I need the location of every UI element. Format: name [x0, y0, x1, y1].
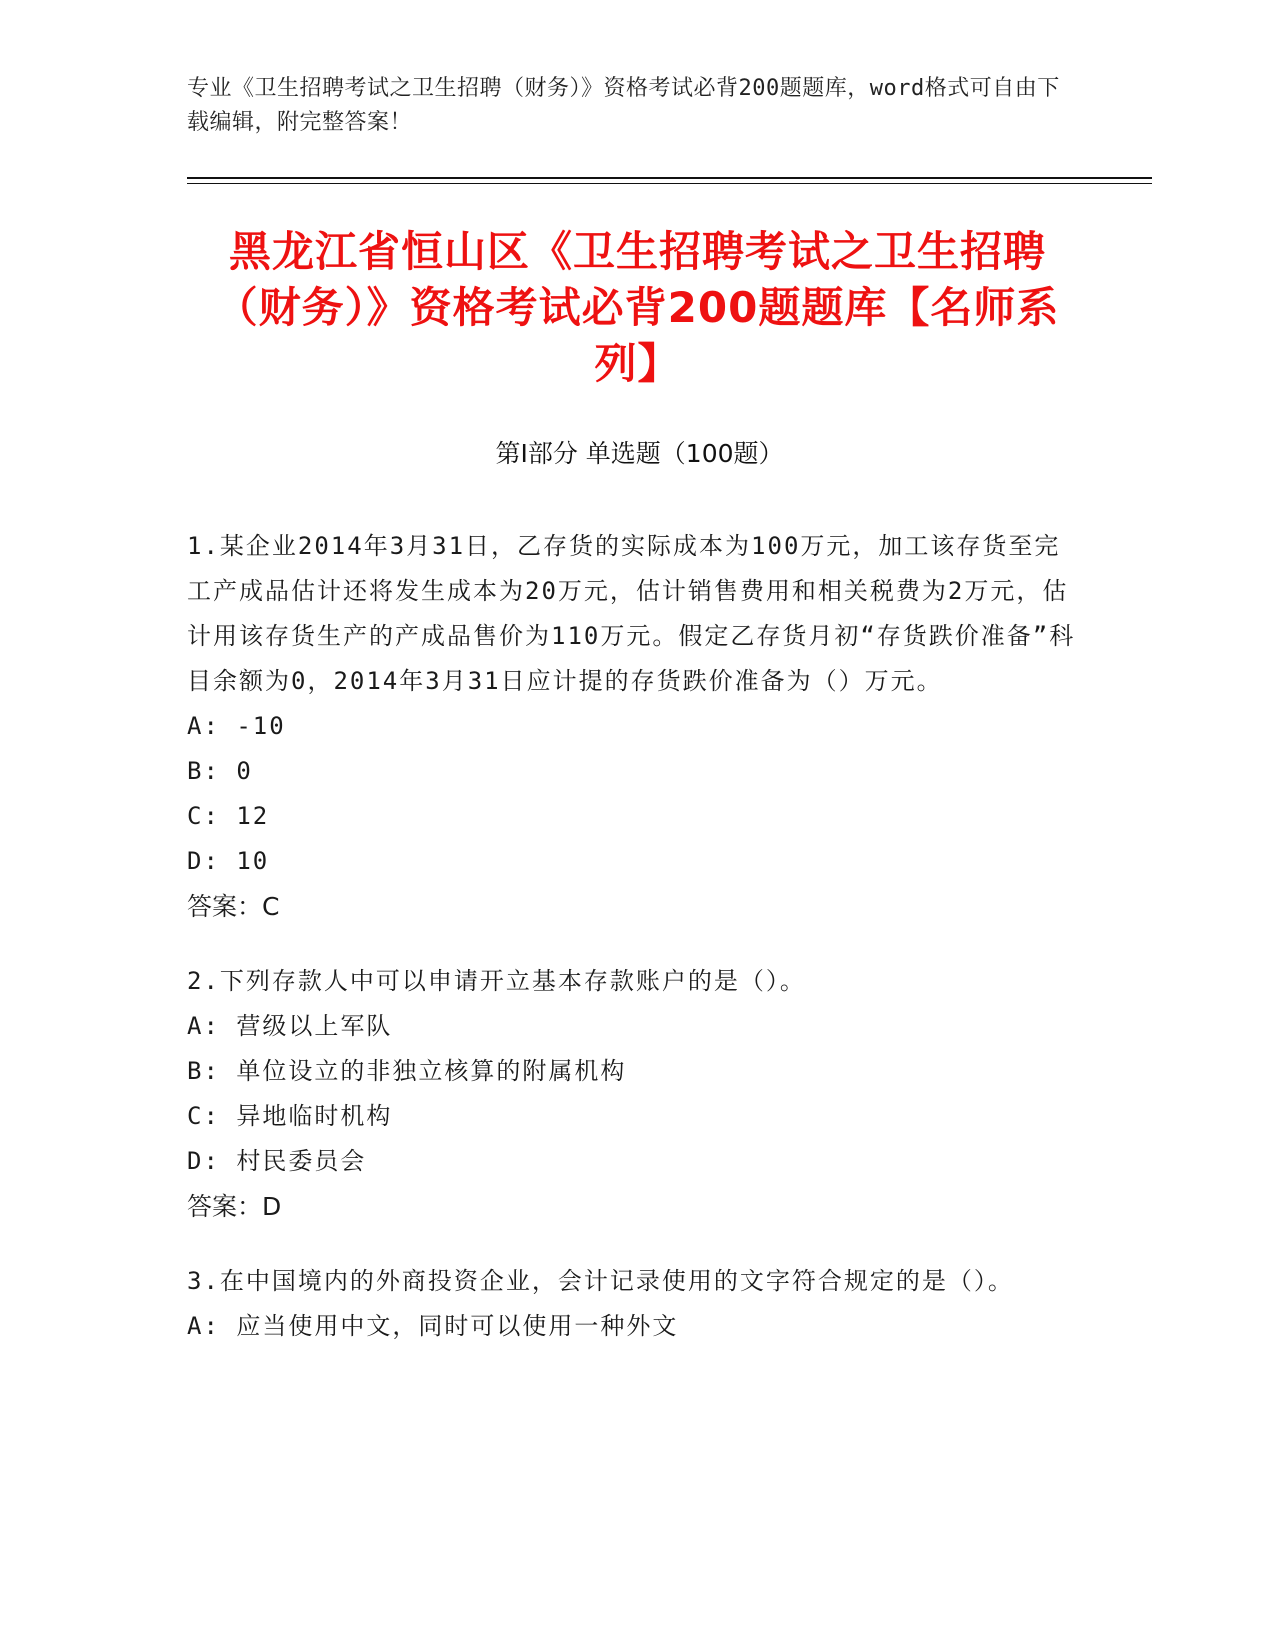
- answer: 答案：D: [187, 1192, 282, 1221]
- question-stem: 2.下列存款人中可以申请开立基本存款账户的是（）。: [187, 967, 806, 995]
- option-d: D: 村民委员会: [187, 1147, 367, 1175]
- option-c: C: 异地临时机构: [187, 1102, 393, 1130]
- answer: 答案：C: [187, 892, 280, 921]
- question-3: [187, 1259, 1077, 1349]
- question-list: [187, 524, 1077, 1379]
- header-note: 专业《卫生招聘考试之卫生招聘（财务）》资格考试必背200题题库，word格式可自由下载编辑，附完整答案！: [187, 76, 1060, 135]
- option-b: B: 0: [187, 757, 253, 785]
- option-a: A: 营级以上军队: [187, 1012, 393, 1040]
- option-a: A: -10: [187, 712, 286, 740]
- option-b: B: 单位设立的非独立核算的附属机构: [187, 1057, 627, 1085]
- question-stem: 1.某企业2014年3月31日，乙存货的实际成本为100万元，加工该存货至完工产成品估计还将发生成本为20万元，估计销售费用和相关税费为2万元，估计用该存货生产的产成品售价为110万元。假定乙存货月初“存货跌价准备”科目余额为0，2014年3月31日应计提的存货跌价准备为（）万元。: [187, 532, 1076, 695]
- option-c: C: 12: [187, 802, 270, 830]
- question-1: [187, 524, 1077, 929]
- document-title: 黑龙江省恒山区《卫生招聘考试之卫生招聘（财务）》资格考试必背200题题库【名师系列】: [215, 227, 1060, 388]
- question-stem: 3.在中国境内的外商投资企业，会计记录使用的文字符合规定的是（）。: [187, 1267, 1014, 1295]
- question-2: [187, 959, 1077, 1229]
- option-a: A: 应当使用中文，同时可以使用一种外文: [187, 1312, 679, 1340]
- header-divider-thin: [187, 183, 1152, 184]
- option-d: D: 10: [187, 847, 270, 875]
- section-heading: 第I部分 单选题（100题）: [495, 439, 784, 468]
- header-divider-thick: [187, 177, 1152, 179]
